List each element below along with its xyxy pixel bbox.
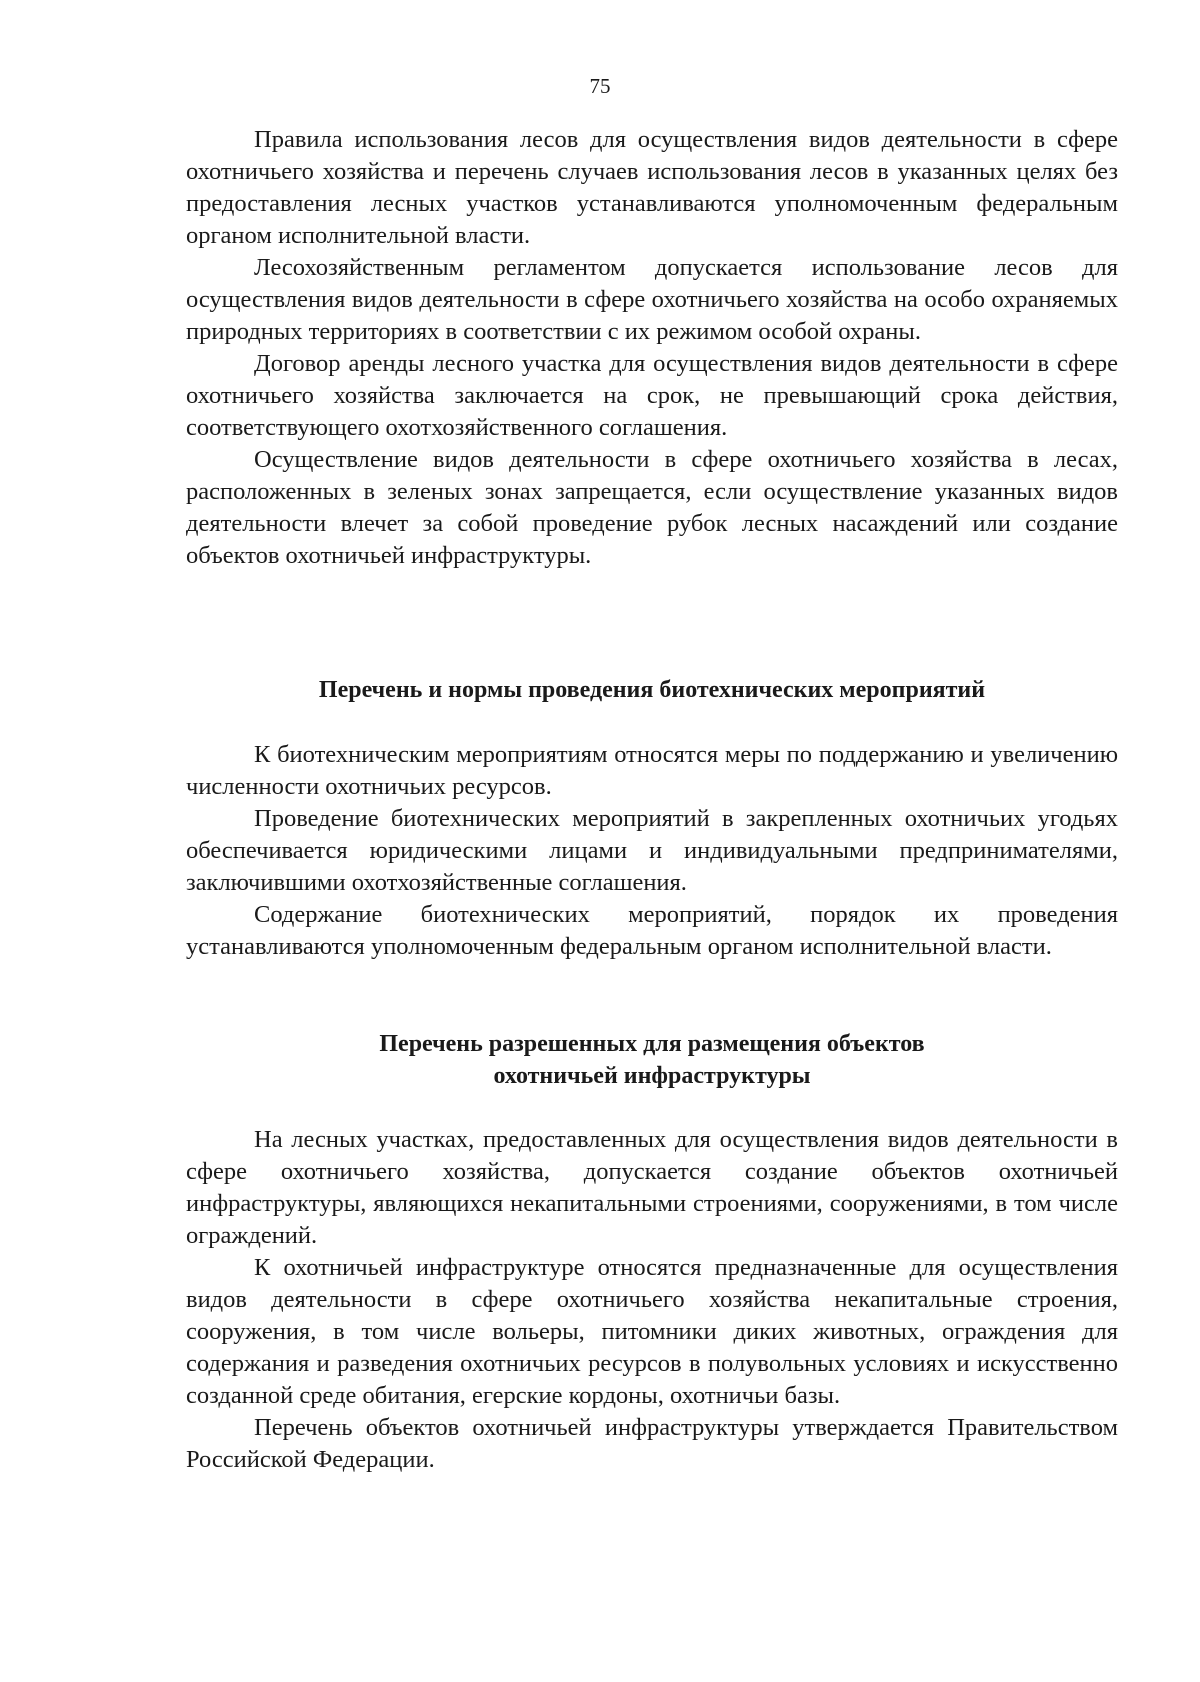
- paragraph: К охотничьей инфраструктуре относятся предназначенные для осуществления видов деятельности в сфере охотничьего хозяйства некапитальные строения, сооружения, в том числе вольеры, питомники диких животных, ограждения для содержания и разведения охотничьих ресурсов в полувольных условиях и искусственно созданной среде обитания, егерские кордоны, охотничьи базы.: [186, 1254, 1118, 1409]
- biotech-measures-heading: Перечень и нормы проведения биотехнических мероприятий: [318, 677, 986, 703]
- paragraph: Содержание биотехнических мероприятий, порядок их проведения устанавливаются уполномоченным федеральным органом исполнительной власти.: [186, 901, 1118, 960]
- paragraph: Осуществление видов деятельности в сфере охотничьего хозяйства в лесах, расположенных в зеленых зонах запрещается, если осуществление указанных видов деятельности влечет за собой проведение рубок лесных насаждений или создание объектов охотничьей инфраструктуры.: [186, 446, 1118, 569]
- forest-use-rules-section: [186, 124, 1118, 572]
- infrastructure-heading-line-1: Перечень разрешенных для размещения объектов: [379, 1031, 925, 1057]
- biotech-measures-section: [186, 739, 1118, 963]
- paragraph: Лесохозяйственным регламентом допускается использование лесов для осуществления видов деятельности в сфере охотничьего хозяйства на особо охраняемых природных территориях в соответствии с их режимом особой охраны.: [186, 254, 1118, 345]
- paragraph: На лесных участках, предоставленных для осуществления видов деятельности в сфере охотничьего хозяйства, допускается создание объектов охотничьей инфраструктуры, являющихся некапитальными строениями, сооружениями, в том числе ограждений.: [186, 1126, 1118, 1249]
- paragraph: Проведение биотехнических мероприятий в закрепленных охотничьих угодьях обеспечивается юридическими лицами и индивидуальными предпринимателями, заключившими охотхозяйственные соглашения.: [186, 805, 1118, 896]
- paragraph: Правила использования лесов для осуществления видов деятельности в сфере охотничьего хозяйства и перечень случаев использования лесов в указанных целях без предоставления лесных участков устанавливаются уполномоченным федеральным органом исполнительной власти.: [186, 126, 1118, 249]
- paragraph: Перечень объектов охотничьей инфраструктуры утверждается Правительством Российской Федерации.: [186, 1414, 1118, 1473]
- paragraph: Договор аренды лесного участка для осуществления видов деятельности в сфере охотничьего хозяйства заключается на срок, не превышающий срока действия, соответствующего охотхозяйственного соглашения.: [186, 350, 1118, 441]
- infrastructure-section: [186, 1124, 1118, 1476]
- page-number: 75: [589, 74, 611, 98]
- infrastructure-heading-line-2: охотничьей инфраструктуры: [493, 1063, 811, 1089]
- paragraph: К биотехническим мероприятиям относятся меры по поддержанию и увеличению численности охотничьих ресурсов.: [186, 741, 1118, 800]
